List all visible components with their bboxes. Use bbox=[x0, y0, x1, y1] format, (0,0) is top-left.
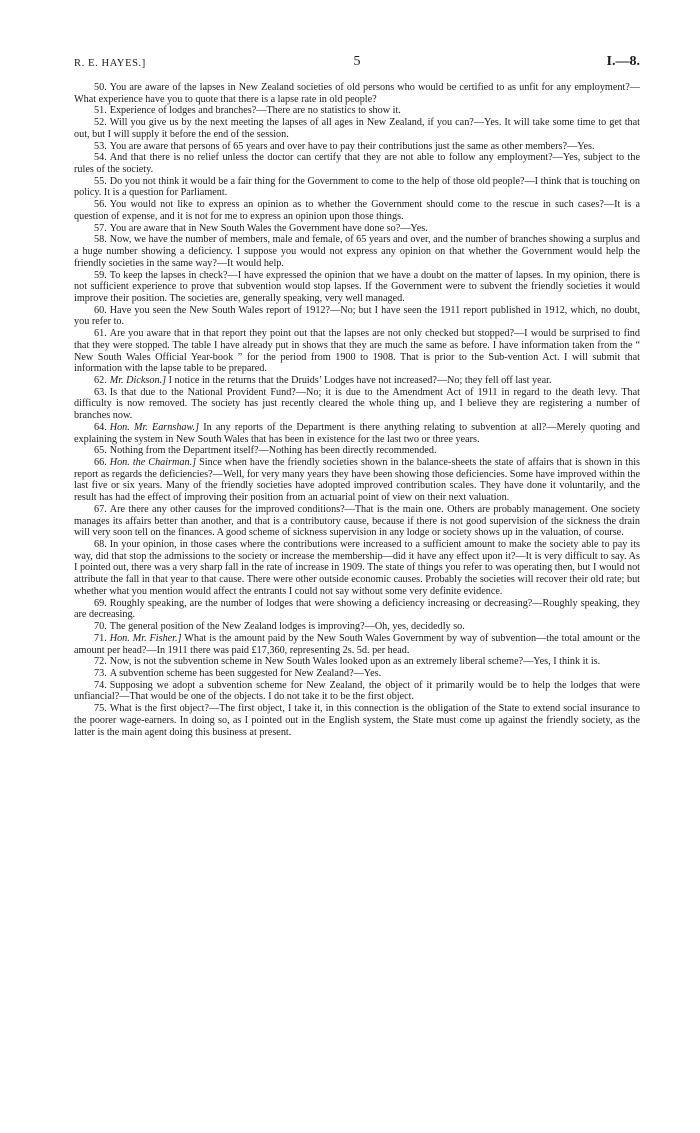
speaker-name: Hon. Mr. Earnshaw.] bbox=[109, 421, 200, 433]
page-number: 5 bbox=[353, 54, 361, 69]
question-paragraph bbox=[74, 598, 640, 621]
question-text: You are aware of the lapses in New Zealand societies of old persons who would be certified to as unfit for any employment?—What experience have you to quote that there is a lapse rate in old people? bbox=[74, 82, 640, 105]
document-reference: I.—8. bbox=[606, 54, 640, 69]
question-number: 54. bbox=[94, 152, 107, 164]
question-paragraph bbox=[74, 668, 640, 680]
question-number: 62. bbox=[94, 374, 107, 386]
question-text: Is that due to the National Provident Fund?—No; it is due to the Amendment Act of 1911 in regard to the death levy. That difficulty is now removed. The society has just recently cleared the whole thing up, and I believe they are registering a number of branches now. bbox=[74, 386, 640, 422]
question-paragraph bbox=[74, 199, 640, 222]
question-number: 59. bbox=[94, 269, 107, 281]
question-number: 51. bbox=[94, 105, 107, 117]
question-text: Roughly speaking, are the number of lodges that were showing a deficiency increasing or decreasing?—Roughly speaking, they are decreasing. bbox=[74, 597, 640, 621]
question-text: I notice in the returns that the Druids’ Lodges have not increased?—No; they fell off last year. bbox=[168, 374, 552, 386]
question-number: 61. bbox=[94, 328, 107, 340]
question-number: 73. bbox=[94, 667, 107, 679]
question-number: 63. bbox=[94, 386, 107, 398]
question-text: You are aware that persons of 65 years and over have to pay their contributions just the same as other members?—Yes. bbox=[109, 140, 595, 152]
question-number: 74. bbox=[94, 679, 107, 691]
question-paragraph bbox=[74, 141, 640, 153]
question-text: What is the amount paid by the New South Wales Government by way of subvention—the total amount or the amount per head?—In 1911 there was paid £17,360, representing 2s. 5d. per head. bbox=[74, 632, 640, 656]
question-text: Now, we have the number of members, male and female, of 65 years and over, and the number of branches showing a surplus and a huge number showing a deficiency. I suppose you would not express any opinion on that whether the Government would help the friendly societies in the same way?—It would help. bbox=[74, 234, 640, 269]
question-text: Since when have the friendly societies shown in the balance-sheets the state of affairs that is shown in this report as regards the deficiencies?—Well, for very many years they have been showing those deficiencies. Some have improved within the last five or six years. Many of the friendly societies have adopted improved contribution scales. They have done it voluntarily, and the result has had the effect of improving their position from an actuarial point of view on their next valuation. bbox=[74, 457, 640, 504]
question-number: 64. bbox=[94, 421, 107, 433]
question-paragraph bbox=[74, 270, 640, 305]
question-paragraph bbox=[74, 457, 640, 504]
question-text: A subvention scheme has been suggested for New Zealand?—Yes. bbox=[109, 667, 382, 679]
evidence-body bbox=[74, 82, 640, 738]
question-paragraph bbox=[74, 504, 640, 539]
question-text: Will you give us by the next meeting the lapses of all ages in New Zealand, if you can?—Yes. It will take some time to get that out, but I will supply it before the end of the session. bbox=[74, 117, 640, 140]
question-text: You would not like to express an opinion as to whether the Government should come to the rescue in such cases?—It is a question of expense, and it is not for me to express an opinion upon those things. bbox=[74, 199, 640, 222]
question-text: Now, is not the subvention scheme in New South Wales looked upon as an extremely liberal scheme?—Yes, I think it is. bbox=[109, 656, 601, 668]
question-paragraph bbox=[74, 445, 640, 457]
question-number: 56. bbox=[94, 199, 107, 211]
question-paragraph bbox=[74, 176, 640, 199]
question-number: 72. bbox=[94, 656, 107, 668]
question-paragraph bbox=[74, 305, 640, 328]
question-text: To keep the lapses in check?—I have expressed the opinion that we have a doubt on the matter of lapses. In my opinion, there is not sufficient experience to prove that subvention would stop lapses. If the Government were to subvent the friendly societies it would improve their position. The societies are, generally speaking, very well managed. bbox=[74, 269, 640, 304]
question-paragraph bbox=[74, 234, 640, 269]
question-text: Nothing from the Department itself?—Nothing has been directly recommended. bbox=[109, 445, 437, 457]
question-text: Supposing we adopt a subvention scheme for New Zealand, the object of it primarily would be to help the lodges that were unfiancial?—That would be one of the objects. I do not take it to be the first object. bbox=[74, 679, 640, 703]
question-text: The general position of the New Zealand lodges is improving?—Oh, yes, decidedly so. bbox=[109, 621, 465, 633]
question-number: 75. bbox=[94, 703, 107, 715]
question-paragraph bbox=[74, 539, 640, 598]
question-number: 55. bbox=[94, 175, 107, 187]
question-text: Experience of lodges and branches?—There are no statistics to show it. bbox=[109, 105, 401, 117]
question-paragraph bbox=[74, 656, 640, 668]
question-number: 65. bbox=[94, 445, 107, 457]
question-paragraph bbox=[74, 387, 640, 422]
question-text: And that there is no relief unless the doctor can certify that they are not able to follow any employment?—Yes, subject to the rules of the society. bbox=[74, 152, 640, 176]
header-witness-name: R. E. HAYES.] bbox=[74, 58, 146, 69]
question-number: 71. bbox=[94, 632, 107, 644]
question-number: 52. bbox=[94, 117, 107, 129]
question-text: In your opinion, in those cases where the contributions were increased to a sufficient amount to make the society able to pay its way, did that stop the admissions to the society or increase the membership—did it have any effect upon it?—It is very difficult to say. As I pointed out, there was a very sharp fall in the rate of increase in 1909. The state of things you refer to was operating then, but I would not attribute the fall in that year to that cause. There were other outside economic causes. Probably the societies will recover their old rate; but whether what you mention would affect the entrants I could not say without some very definite evidence. bbox=[74, 539, 640, 597]
question-number: 57. bbox=[94, 222, 107, 234]
question-paragraph bbox=[74, 633, 640, 656]
question-paragraph bbox=[74, 152, 640, 175]
question-number: 68. bbox=[94, 539, 107, 551]
question-number: 50. bbox=[94, 82, 107, 93]
question-text: Are there any other causes for the improved conditions?—That is the main one. Others are probably management. One society manages its affairs better than another, and that is a contributory cause, because if there is not good supervision of the sickness the drain will very soon tell on the finances. A good scheme of sickness supervision in any lodge or society shows up in the valuation, of course. bbox=[74, 503, 640, 539]
speaker-name: Hon. the Chairman.] bbox=[109, 457, 197, 468]
question-paragraph bbox=[74, 328, 640, 375]
question-paragraph bbox=[74, 117, 640, 140]
question-paragraph bbox=[74, 105, 640, 117]
question-text: Are you aware that in that report they point out that the lapses are not only checked but stopped?—I would be surprised to find that they were stopped. The table I have already put in shows that they are much the same as before. I have information taken from the “ New South Wales Official Year-book ” for the period from 1900 to 1908. That is prior to the Sub-vention Act. I will submit that information with the lapse table to be prepared. bbox=[74, 328, 640, 375]
question-number: 60. bbox=[94, 304, 107, 316]
question-paragraph bbox=[74, 680, 640, 703]
question-paragraph bbox=[74, 375, 640, 387]
question-number: 58. bbox=[94, 234, 107, 246]
question-number: 53. bbox=[94, 140, 107, 152]
question-number: 69. bbox=[94, 597, 107, 609]
question-text: Do you not think it would be a fair thing for the Government to come to the help of those old people?—I think that is touching on policy. It is a question for Parliament. bbox=[74, 175, 640, 199]
speaker-name: Mr. Dickson.] bbox=[109, 374, 167, 386]
question-number: 66. bbox=[94, 457, 107, 468]
question-text: You are aware that in New South Wales the Government have done so?—Yes. bbox=[109, 222, 428, 234]
question-number: 67. bbox=[94, 503, 107, 515]
speaker-name: Hon. Mr. Fisher.] bbox=[109, 632, 182, 644]
question-paragraph bbox=[74, 422, 640, 445]
question-number: 70. bbox=[94, 621, 107, 633]
question-text: Have you seen the New South Wales report of 1912?—No; but I have seen the 1911 report published in 1912, which, no doubt, you refer to. bbox=[74, 304, 640, 328]
question-paragraph bbox=[74, 703, 640, 738]
question-paragraph bbox=[74, 223, 640, 235]
question-paragraph bbox=[74, 82, 640, 105]
question-text: In any reports of the Department is there anything relating to subvention at all?—Merely quoting and explaining the system in New South Wales that has been in existence for the last two or three years. bbox=[74, 421, 640, 445]
page-header bbox=[74, 54, 640, 82]
question-paragraph bbox=[74, 621, 640, 633]
question-text: What is the first object?—The first object, I take it, in this connection is the obligation of the State to extend social insurance to the poorer wage-earners. In doing so, as I pointed out in the English system, the State must come up against the friendly society, as the latter is the main agent doing this business at present. bbox=[74, 703, 640, 738]
document-page bbox=[74, 54, 640, 1124]
